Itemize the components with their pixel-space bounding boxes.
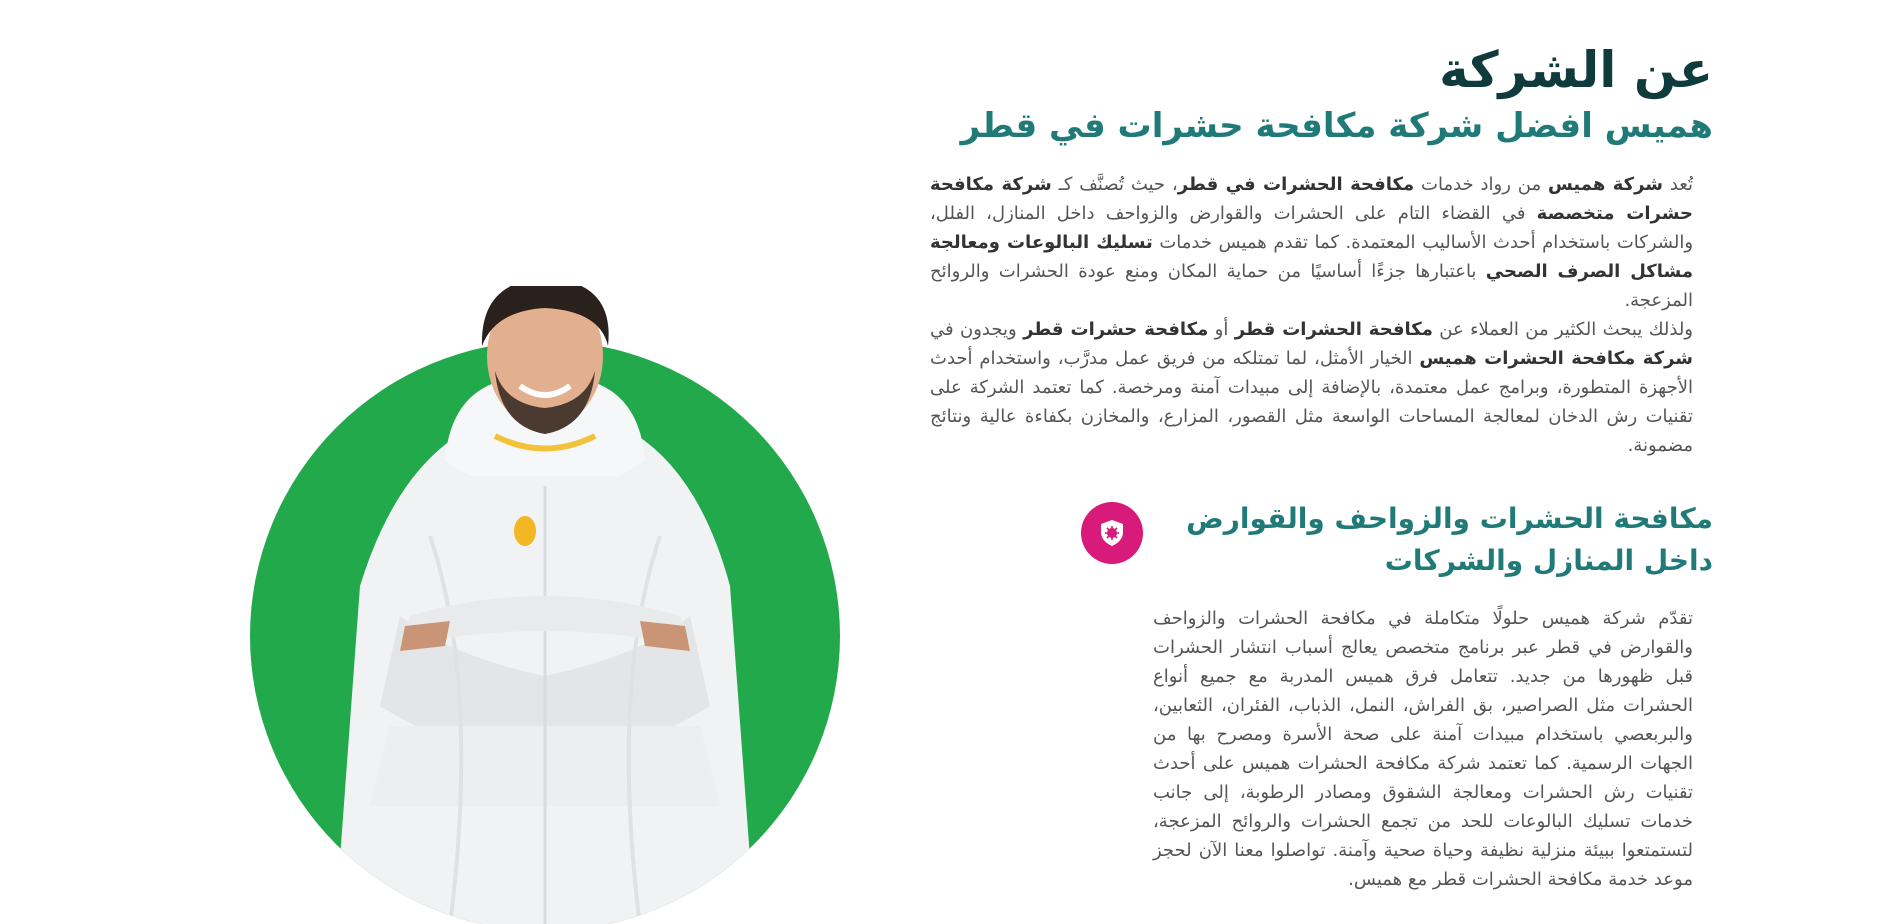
text-run: ، حيث تُصنَّف كـ — [1051, 174, 1178, 195]
page-title: عن الشركة — [1439, 41, 1713, 99]
text-run: أو — [1208, 319, 1235, 340]
feature-text — [1153, 604, 1693, 894]
text-run: باعتبارها جزءًا أساسيًا من حماية المكان ومنع عودة الحشرات والروائح المزعجة. — [930, 261, 1693, 311]
text-run: تُعد — [1663, 174, 1693, 195]
text-run: ويجدون في — [930, 319, 1024, 340]
about-content — [930, 38, 1713, 890]
feature-header — [930, 498, 1713, 582]
text-run: ولذلك يبحث الكثير من العملاء عن — [1432, 319, 1694, 340]
intro-text — [930, 170, 1713, 460]
bold-keyword: شركة مكافحة حشرات متخصصة — [930, 174, 1694, 224]
feature-paragraph: تقدّم شركة هميس حلولًا متكاملة في مكافحة الحشرات والزواحف والقوارض في قطر عبر برنامج متخصص يعالج أسباب انتشار الحشرات قبل ظهورها من جديد. تتعامل فرق هميس المدربة مع جميع أنواع الحشرات مثل الصراصير، بق الفراش، النمل، الذباب، الفئران، الثعابين، والبربعصي باستخدام مبيدات آمنة على صحة الأسرة ومصرح بها من الجهات الرسمية. كما تعتمد شركة مكافحة الحشرات هميس على أحدث تقنيات رش الحشرات ومعالجة الشقوق ومصادر الرطوبة، إلى جانب خدمات تسليك البالوعات للحد من تجمع الحشرات والروائح المزعجة، لتستمتعوا ببيئة منزلية نظيفة وحياة صحية وآمنة. تواصلوا معنا الآن لحجز موعد خدمة مكافحة الحشرات قطر مع هميس. — [1153, 608, 1693, 890]
bold-keyword: مكافحة الحشرات في قطر — [1177, 174, 1415, 195]
worker-photo — [250, 286, 840, 924]
bold-keyword: مكافحة الحشرات قطر — [1234, 319, 1433, 340]
intro-paragraph-1 — [930, 170, 1693, 315]
bold-keyword: شركة هميس — [1547, 174, 1663, 195]
text-run: الخيار الأمثل، لما تمتلكه من فريق عمل مدرَّب، واستخدام أحدث الأجهزة المتطورة، وبرامج عمل معتمدة، بالإضافة إلى مبيدات آمنة ومرخصة. كما تعتمد الشركة على تقنيات رش الدخان لمعالجة المساحات الواسعة مثل القصور، المزارع، والمخازن بكفاءة عالية ونتائج مضمونة. — [930, 348, 1693, 456]
text-run: من رواد خدمات — [1414, 174, 1548, 195]
page-subtitle: هميس افضل شركة مكافحة حشرات في قطر — [960, 106, 1713, 146]
bold-keyword: شركة مكافحة الحشرات هميس — [1419, 348, 1693, 369]
bold-keyword: مكافحة حشرات قطر — [1023, 319, 1209, 340]
intro-paragraph-2 — [930, 315, 1693, 460]
shield-bug-icon — [1081, 502, 1143, 564]
feature-block — [930, 498, 1713, 894]
text-run: في القضاء التام على الحشرات والقوارض والزواحف داخل المنازل، الفلل، والشركات باستخدام أحدث الأساليب المعتمدة. كما تقدم هميس خدمات — [930, 203, 1694, 253]
bold-keyword: تسليك البالوعات ومعالجة مشاكل الصرف الصحي — [930, 232, 1693, 282]
feature-title: مكافحة الحشرات والزواحف والقوارض داخل المنازل والشركات — [1186, 502, 1713, 577]
